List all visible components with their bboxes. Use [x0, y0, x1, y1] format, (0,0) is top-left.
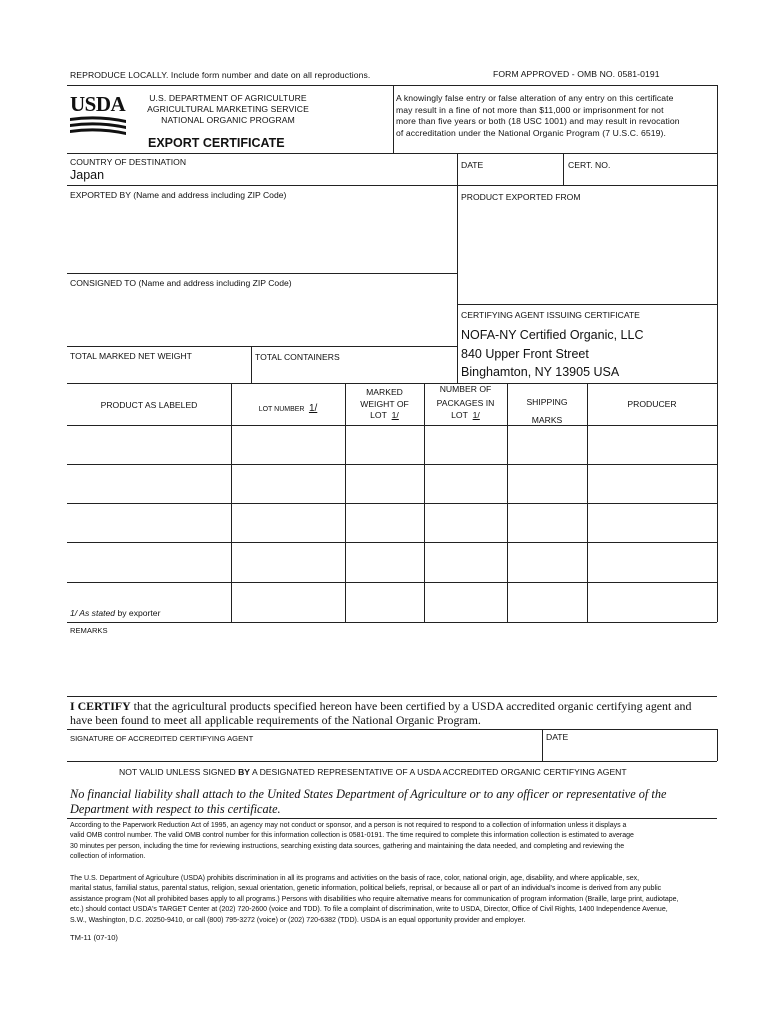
col-packages-l1: NUMBER OF — [439, 384, 492, 394]
omb-number: FORM APPROVED - OMB NO. 0581-0191 — [493, 69, 660, 79]
footnote-suffix: by exporter — [115, 608, 161, 618]
product-exported-from-label: PRODUCT EXPORTED FROM — [461, 192, 581, 202]
col-packages-header — [424, 383, 507, 421]
cert-no-label: CERT. NO. — [568, 160, 611, 170]
nondiscrimination-line1: The U.S. Department of Agriculture (USDA) prohibits discrimination in all its programs and activities on the basis of race, color, national origin, age, disability, and where applicable, sex, — [70, 875, 640, 882]
nondiscrimination-line3: assistance program (Not all prohibited bases apply to all programs.) Persons with disabilities who require alternative means for communication of program information (Braille, large print, audiotape, — [70, 895, 679, 903]
remarks-label: REMARKS — [70, 626, 108, 635]
agent-street: 840 Upper Front Street — [461, 346, 589, 361]
warning-line2: may result in a fine of not more than $11,000 or imprisonment for not — [396, 104, 664, 115]
paperwork-statement — [70, 821, 634, 863]
country-value[interactable]: Japan — [70, 168, 105, 182]
liability-statement — [70, 787, 666, 816]
col-shipping-l1: SHIPPING — [526, 397, 568, 407]
liability-line2: Department with respect to this certificate. — [70, 801, 281, 816]
certify-line2: have been found to meet all applicable requirements of the National Organic Program. — [70, 712, 481, 727]
usda-logo-text: USDA — [70, 92, 126, 116]
nondiscrimination-line2: marital status, familial status, parental status, religion, sexual orientation, genetic information, political beliefs, reprisal, or because all or part of an individual's income is derived from any public — [70, 885, 662, 893]
agent-city: Binghamton, NY 13905 USA — [461, 365, 620, 379]
false-entry-warning — [396, 93, 680, 139]
certify-lead: I CERTIFY — [70, 699, 131, 713]
col-product-header: PRODUCT AS LABELED — [100, 400, 198, 410]
col-packages-l2: PACKAGES IN — [436, 398, 495, 408]
nondiscrimination-line5: S.W., Washington, D.C. 20250-9410, or call (800) 795-3272 (voice) or (202) 720-6382 (TDD). USDA is an equal opportunity provider and employer. — [70, 916, 526, 924]
col-weight-header — [345, 387, 424, 422]
col-lot-text: LOT NUMBER — [258, 406, 305, 413]
date-label: DATE — [461, 160, 484, 170]
not-valid-by: BY — [238, 767, 251, 777]
certify-line1: that the agricultural products specified hereon have been certified by a USDA accredited organic certifying agent and — [130, 699, 692, 713]
paperwork-line4: collection of information. — [70, 853, 146, 861]
total-weight-label: TOTAL MARKED NET WEIGHT — [70, 351, 192, 361]
col-weight-l3: LOT — [370, 410, 387, 420]
reproduce-note: REPRODUCE LOCALLY. Include form number and date on all reproductions. — [70, 70, 371, 80]
footnote — [70, 608, 160, 618]
col-weight-l1: MARKED — [366, 387, 403, 397]
form-number: TM-11 (07-10) — [70, 933, 118, 942]
signature-label: SIGNATURE OF ACCREDITED CERTIFYING AGENT — [70, 734, 254, 743]
col-weight-note: 1/ — [391, 410, 399, 420]
form-title: EXPORT CERTIFICATE — [148, 136, 285, 150]
agency-line2: AGRICULTURAL MARKETING SERVICE — [147, 104, 309, 114]
liability-line1: No financial liability shall attach to the United States Department of Agriculture or to any officer or representative of the — [70, 787, 667, 801]
not-valid-notice — [119, 767, 627, 777]
paperwork-line3: 30 minutes per person, including the time for reviewing instructions, searching existing data sources, gathering and maintaining the data needed, and completing and reviewing the — [70, 842, 625, 850]
col-lot-header — [231, 398, 345, 416]
footnote-prefix: 1/ As stated — [70, 608, 116, 618]
agent-name: NOFA-NY Certified Organic, LLC — [461, 328, 644, 342]
nondiscrimination-statement — [70, 874, 679, 926]
warning-line4: of accreditation under the National Organic Program (7 U.S.C. 6519). — [396, 127, 666, 138]
certifying-agent-value[interactable] — [461, 326, 643, 382]
col-packages-l3: LOT — [451, 410, 468, 420]
col-shipping-header — [507, 393, 587, 429]
usda-logo — [70, 93, 126, 137]
certify-statement — [70, 700, 691, 728]
country-label: COUNTRY OF DESTINATION — [70, 157, 187, 167]
usda-logo-swoosh-icon — [70, 115, 126, 135]
agency-line3: NATIONAL ORGANIC PROGRAM — [161, 115, 295, 125]
paperwork-line1: According to the Paperwork Reduction Act of 1995, an agency may not conduct or sponsor, and a person is not required to respond to a collection of information unless it displays a — [70, 822, 627, 829]
warning-line1: A knowingly false entry or false alteration of any entry on this certificate — [396, 93, 674, 103]
agency-block — [130, 93, 326, 126]
certifying-agent-label: CERTIFYING AGENT ISSUING CERTIFICATE — [461, 310, 640, 320]
agency-line1: U.S. DEPARTMENT OF AGRICULTURE — [149, 93, 307, 103]
consigned-to-label: CONSIGNED TO (Name and address including ZIP Code) — [70, 278, 292, 288]
nondiscrimination-line4: etc.) should contact USDA's TARGET Center at (202) 720-2600 (voice and TDD). To file a complaint of discrimination, write to USDA, Director, Office of Civil Rights, 1400 Independence Avenue, — [70, 906, 668, 914]
col-producer-header: PRODUCER — [627, 399, 677, 409]
exported-by-label: EXPORTED BY (Name and address including ZIP Code) — [70, 190, 287, 200]
col-shipping-l2: MARKS — [531, 415, 563, 425]
total-containers-label: TOTAL CONTAINERS — [255, 352, 340, 362]
paperwork-line2: valid OMB control number. The valid OMB control number for this information collection is 0581-0191. The time required to complete this information collection is estimated to average — [70, 832, 634, 840]
not-valid-part1: NOT VALID UNLESS SIGNED — [119, 767, 239, 777]
signature-date-label: DATE — [546, 732, 569, 742]
col-packages-note: 1/ — [472, 410, 480, 420]
not-valid-part3: A DESIGNATED REPRESENTATIVE OF A USDA ACCREDITED ORGANIC CERTIFYING AGENT — [250, 767, 627, 777]
col-weight-l2: WEIGHT OF — [360, 398, 409, 409]
warning-line3: more than five years or both (18 USC 1001) and may result in revocation — [396, 116, 680, 127]
col-lot-note: 1/ — [308, 403, 318, 414]
